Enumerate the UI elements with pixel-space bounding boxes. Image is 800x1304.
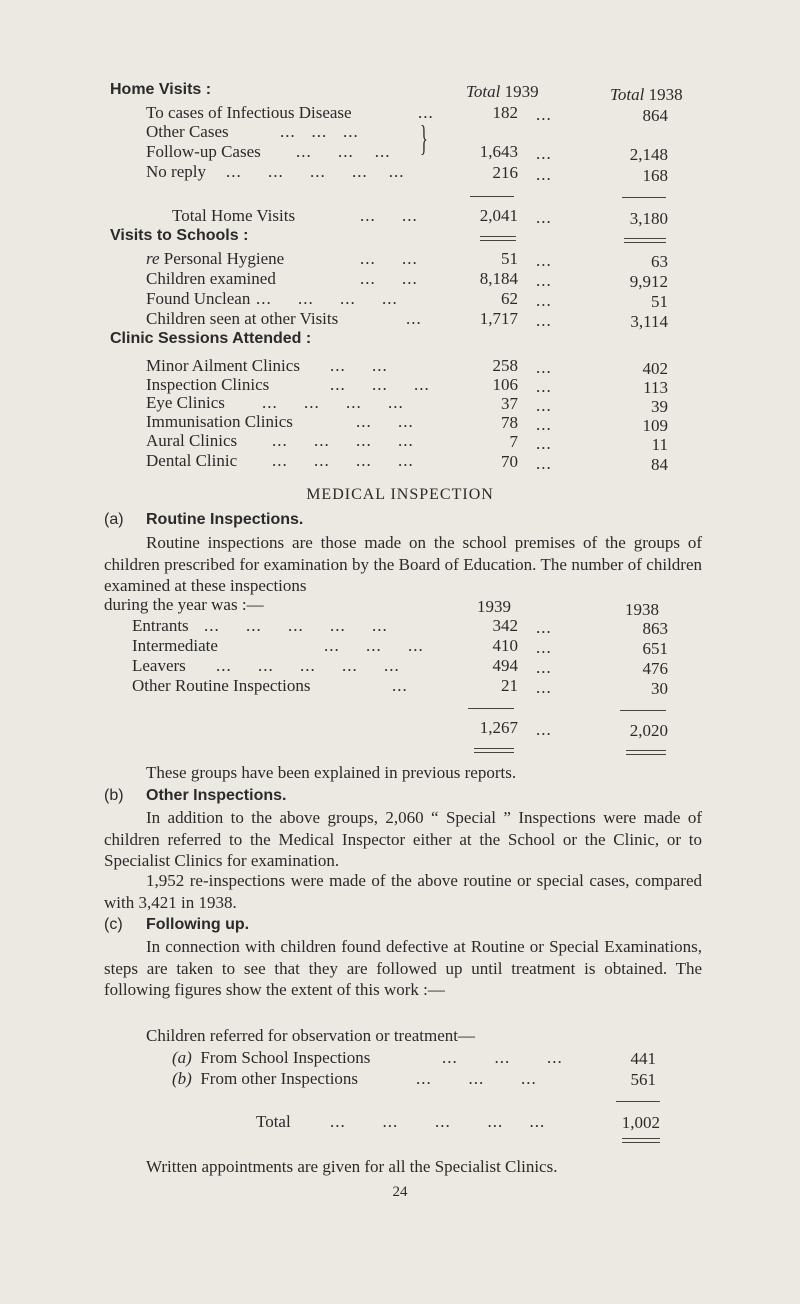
referral-row [172, 1069, 358, 1089]
total-home-visits-1939: 2,041 [479, 206, 518, 225]
referral-value: 561 [630, 1070, 656, 1089]
col-1939-header-total: Total [466, 82, 501, 101]
referral-label: From other Inspections [200, 1069, 359, 1088]
column-rule [620, 710, 666, 711]
row-value-1938: 402 [642, 359, 668, 378]
section-c-marker: (c) [104, 916, 123, 933]
double-rule [622, 1138, 660, 1143]
section-a-note: These groups have been explained in previous reports. [146, 763, 517, 782]
section-b-heading: Other Inspections. [146, 787, 287, 804]
document-page: Home Visits : Total 1939 Total 1938 To cases of Infectious Disease ... 182 ... 864 Other Cases ... ... ... } Follow-up Cases ... ... ... 1,643 ... 2,148 No reply ... ... ... ... ... 216 ... 168 Total Home Visits ... ... 2,041 ... 3,180 Visits to Schools : re Personal Hygiene ... ... 51 ... 63 Children examined ... ... 8,184 ... 9,912 Found Unclean ... ... ... ... 62 ... 51 Children seen at other Visits ... 1,717 ... 3,114 Clinic Sessions Attended : Minor Ailment Clinics ... ... 258 ... 402 Inspection Clinics ... ... ... 106 ... 113 Eye Clinics ... ... ... ... 37 ... 39 Immunisation Clinics ... ... 78 ... 109 Aural Clinics ... ... ... ... 7 ... 11 Dental Clinic ... ... ... ... 70 ... 84 MEDICAL INSPECTION (a) Routine Inspections. Routine inspections are those made on the school premises of the groups of children prescribed for examination by the Board of Education. The number of children examined at these inspections during the year was :— 1939 1938 Entrants ... ... ... ... ... 342 ... 863 Intermediate ... ... ... 410 ... 651 Leavers ... ... ... ... ... 494 ... 476 Other Routine Inspections ... 21 ... 30 1,267 ... 2,020 These groups have been explained in previous reports. (b) Other Inspections. In addition to the above groups, 2,060 “ Special ” Inspections were made of children referred to the Medical Inspector either at the School or the Clinic, or to Specialist Clinics for examination. 1,952 re-inspections were made of the above routine or special cases, compared with 3,421 in 1938. (c) Following up. In connection with children found defective at Routine or Special Examinations, steps are taken to see that they are followed up until treatment is obtained. The following figures show the extent of this work :— Children referred for observation or treatment— (a) From School Inspections ... ... ... 441 (b) From other Inspections ... ... ... 561 Total ... ... ... ... ... 1,002 Written appointments are given for all the Specialist Clinics. 24 [0, 0, 800, 1304]
row-label: Entrants [132, 616, 189, 635]
section-a-paragraph-last: during the year was :— [104, 595, 264, 614]
school-visits-heading: Visits to Schools : [110, 227, 249, 244]
col-1939-header [466, 82, 539, 102]
row-label: Inspection Clinics [146, 375, 270, 394]
section-a-paragraph: Routine inspections are those made on the school premises of the groups of children prescribed for examination by the Board of Education. The number of children examined at these inspections [104, 533, 702, 595]
section-a-col-1938: 1938 [625, 600, 659, 619]
total-home-visits-label: Total Home Visits [172, 206, 296, 225]
section-a-heading: Routine Inspections. [146, 511, 304, 528]
row-value-1938: 84 [651, 455, 668, 474]
row-value-1938: 864 [642, 106, 668, 125]
row-label: Dental Clinic [146, 451, 238, 470]
section-c-paragraph: In connection with children found defective at Routine or Special Examinations, steps are taken to see that they are followed up until treatment is obtained. The following figures show the extent of this work :— [104, 937, 702, 999]
brace-symbol: } [420, 118, 428, 158]
row-value-1938: 51 [651, 292, 668, 311]
section-c-referred: Children referred for observation or treatment— [146, 1026, 476, 1045]
section-b-marker: (b) [104, 787, 124, 804]
row-value-1939: 78 [501, 413, 518, 432]
double-rule [626, 750, 666, 755]
section-c-total-label: Total [256, 1112, 291, 1131]
row-label: Eye Clinics [146, 393, 225, 412]
row-value-1938: 113 [643, 378, 668, 397]
double-rule [480, 236, 516, 241]
referral-value: 441 [630, 1049, 656, 1068]
column-rule [616, 1101, 660, 1102]
column-rule [470, 196, 514, 197]
col-1938-header-total: Total [610, 85, 645, 104]
row-value-1939: 106 [492, 375, 518, 394]
row-label: Immunisation Clinics [146, 412, 293, 431]
section-c-total-value: 1,002 [621, 1113, 660, 1132]
section-b-paragraph-2: 1,952 re-inspections were made of the above routine or special cases, compared with 3,421 in 1938. [104, 871, 702, 912]
col-1938-header [610, 85, 683, 105]
row-value-1938: 9,912 [629, 272, 668, 291]
row-value-1938: 168 [642, 166, 668, 185]
row-value-1939: 216 [492, 163, 518, 182]
row-value-1939: 1,643 [479, 142, 518, 161]
row-value-1938: 2,148 [629, 145, 668, 164]
row-value-1938: 63 [651, 252, 668, 271]
row-label: Children examined [146, 269, 276, 288]
referral-row [172, 1048, 370, 1068]
row-value-1938: 109 [642, 416, 668, 435]
row-label: Aural Clinics [146, 431, 238, 450]
row-label: Other Routine Inspections [132, 676, 311, 695]
row-value-1938: 30 [651, 679, 668, 698]
row-value-1939: 62 [501, 289, 518, 308]
section-b-paragraph-1: In addition to the above groups, 2,060 “ Special ” Inspections were made of children referred to the Medical Inspector either at the School or the Clinic, or to Specialist Clinics for examination. [104, 808, 702, 870]
double-rule [624, 238, 666, 243]
clinic-sessions-heading: Clinic Sessions Attended : [110, 330, 312, 347]
section-a-total-1938: 2,020 [629, 721, 668, 740]
row-value-1939: 21 [501, 676, 518, 695]
row-value-1939: 37 [501, 394, 518, 413]
row-label: No reply [146, 162, 206, 181]
col-1938-header-year: 1938 [648, 85, 683, 104]
row-label: Intermediate [132, 636, 218, 655]
row-value-1939: 342 [492, 616, 518, 635]
row-label: Follow-up Cases [146, 142, 261, 161]
row-value-1939: 51 [501, 249, 518, 268]
medical-inspection-title: MEDICAL INSPECTION [306, 486, 494, 503]
column-rule [622, 197, 666, 198]
referral-marker: (a) [172, 1048, 192, 1067]
row-value-1939: 7 [509, 432, 518, 451]
row-value-1938: 3,114 [630, 312, 668, 331]
row-value-1939: 494 [492, 656, 518, 675]
home-visits-heading: Home Visits : [110, 81, 212, 98]
row-value-1938: 651 [642, 639, 668, 658]
row-value-1939: 1,717 [479, 309, 518, 328]
row-label: Found Unclean [146, 289, 251, 308]
page-number: 24 [392, 1184, 408, 1200]
row-value-1938: 11 [651, 435, 668, 454]
row-value-1939: 70 [501, 452, 518, 471]
row-label: Leavers [132, 656, 186, 675]
row-label: Minor Ailment Clinics [146, 356, 300, 375]
section-a-total-1939: 1,267 [479, 718, 518, 737]
referral-label: From School Inspections [200, 1048, 371, 1067]
total-home-visits-1938: 3,180 [629, 209, 668, 228]
row-label: Children seen at other Visits [146, 309, 339, 328]
row-value-1938: 39 [651, 397, 668, 416]
row-label: Other Cases [146, 122, 229, 141]
referral-marker: (b) [172, 1069, 192, 1088]
section-a-marker: (a) [104, 511, 124, 528]
row-value-1939: 182 [492, 103, 518, 122]
section-c-heading: Following up. [146, 916, 250, 933]
row-value-1939: 410 [492, 636, 518, 655]
row-value-1939: 258 [492, 356, 518, 375]
row-value-1939: 8,184 [479, 269, 518, 288]
row-label: To cases of Infectious Disease [146, 103, 352, 122]
column-rule [468, 708, 514, 709]
section-a-col-1939: 1939 [477, 597, 511, 616]
closing-note: Written appointments are given for all the Specialist Clinics. [146, 1157, 558, 1176]
row-value-1938: 476 [642, 659, 668, 678]
col-1939-header-year: 1939 [504, 82, 539, 101]
double-rule [474, 748, 514, 753]
row-label: re Personal Hygiene [146, 249, 285, 268]
row-value-1938: 863 [642, 619, 668, 638]
